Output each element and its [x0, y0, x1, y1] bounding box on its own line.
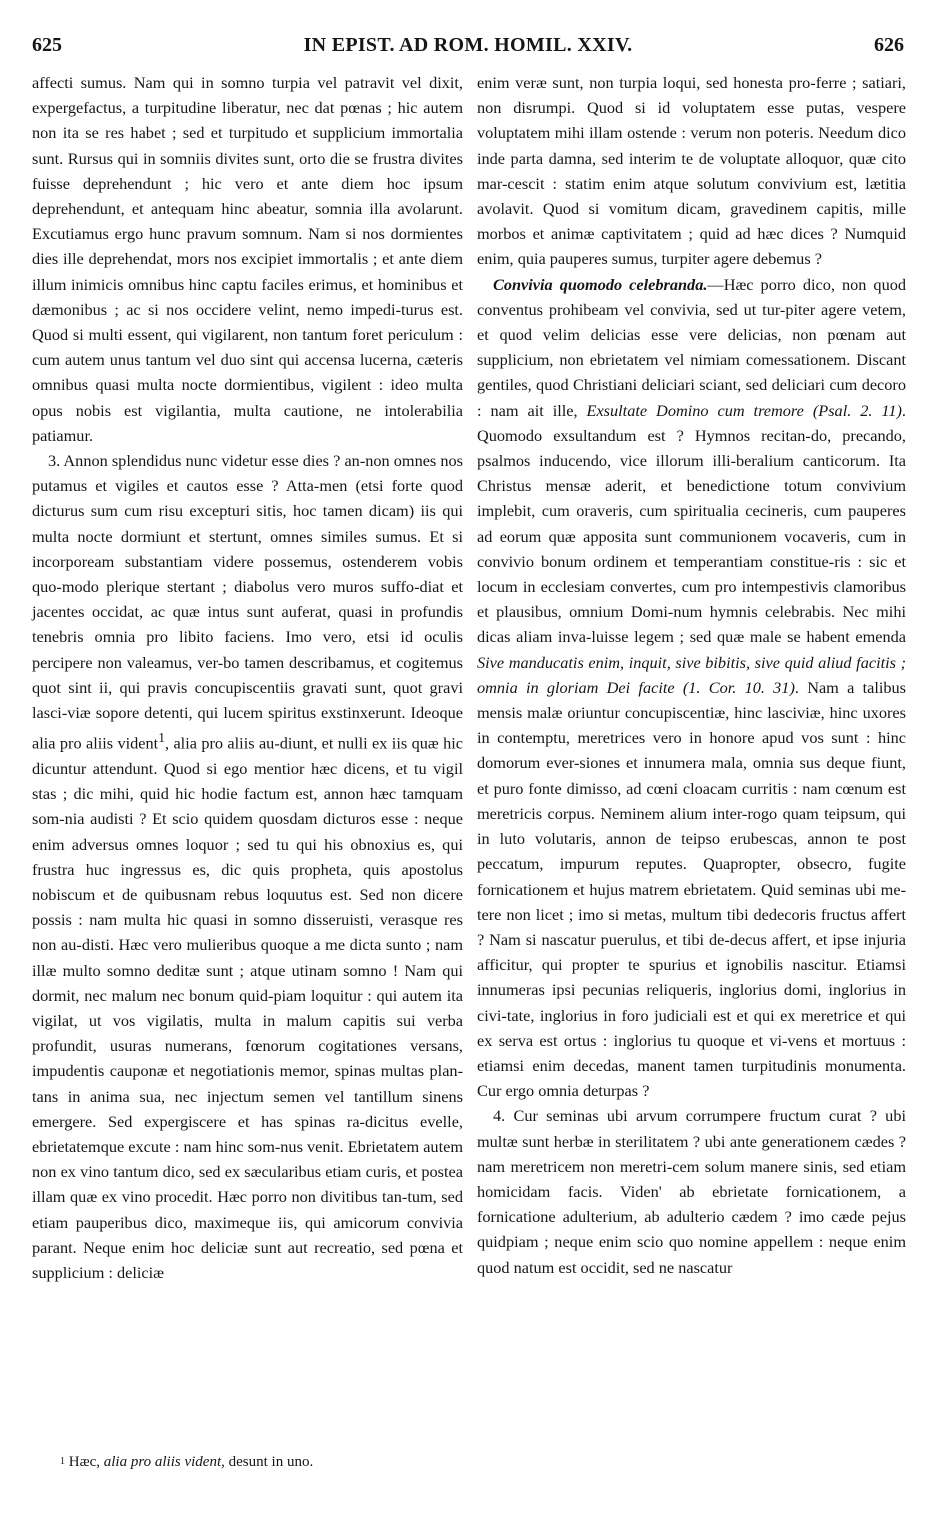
footnote-number: 1 — [60, 1456, 65, 1467]
running-header — [32, 34, 904, 62]
scripture-quote: Exsultate Domino cum tremore — [586, 400, 804, 420]
section-heading: Convivia quomodo celebranda. — [493, 274, 708, 294]
text-run: . Quomodo exsultandum est ? Hymnos recitan-do, precando, psalmos inducendo, vice illorum illi-beralium canticorum. Ita Christus mensæ aderit, et benedictione totum convivium implebit, cum oraveris, cum spiritualia cecineris, cum pauperes ad eorum quæ apposita sunt communionem vocaveris, cum in convivio bonum ordinem et temperantiam constitue-ris : sic et locum in ecclesiam convertes, cum pro intempestivis clamoribus et plausibus, omnium Domi-num hymnis celebrabis. Nec mihi dicas aliam inva-luisse legem ; sed quæ male se habent emenda — [477, 400, 906, 647]
footnote-marker: 1 — [158, 730, 165, 746]
paragraph-convivia — [477, 272, 906, 1104]
page-number-right: 626 — [874, 34, 904, 56]
paragraph-section-3 — [32, 448, 463, 1285]
footnote-text: Hæc, — [65, 1454, 104, 1470]
footnote-text: , desunt in uno. — [221, 1454, 314, 1470]
scripture-quote: Sive manducatis enim, inquit, sive bibitis, sive quid aliud facitis ; omnia in gloriam Dei facite — [477, 652, 906, 697]
footnote-italic: alia pro aliis vident — [103, 1454, 222, 1470]
right-column — [477, 70, 906, 1280]
running-title: IN EPIST. AD ROM. HOMIL. XXIV. — [303, 34, 633, 56]
paragraph: affecti sumus. Nam qui in somno turpia vel patravit vel dixit, expergefactus, a turpitudine liberatur, nec dat pœnas ; hic autem non ita se res habet ; sed et turpitudo et supplicium immortalia sunt. Rursus qui in somniis divites sunt, orto die se frustra divites fuisse deprehendunt ; hic vero et ante diem hoc ipsum deprehendunt, et antequam hinc abeatur, somnia illa avolarunt. Excutiamus ergo hunc pravum somnum. Nam si nos dormientes dies ille deprehendat, mors nos excipiet immortalis ; et ante diem illum inimicis omnibus hinc captu faciles erimus, et hominibus et dæmonibus ; ac si nos occidere velint, nemo impedi-turus est. Quod si multi essent, qui vigilarent, non tantum foret periculum : cum autem unus tantum vel duo sint qui accensa lucerna, cæteris omnibus quasi multa nocte dormientibus, vigilent : ideo multa opus nobis est vigilantia, multa cautione, ne intolerabilia patiamur. — [32, 73, 463, 445]
left-column — [32, 70, 463, 1285]
paragraph-section-4: 4. Cur seminas ubi arvum corrumpere fructum curat ? ubi multæ sunt herbæ in sterilitatem ? ubi ante generationem cædes ? nam meretricem non meretri-cem solum manere sinis, sed etiam homicidam facis. Viden' ab ebrietate fornicationem, a fornicatione adulterium, ab adulterio cædem ? imo cæde pejus quidpiam ; neque enim scio quo nomine appellem : neque enim quod natum est occidit, sed ne nascatur — [477, 1106, 906, 1277]
text-run: . Nam a talibus mensis malæ oriuntur concupiscentiæ, hinc lasciviæ, hinc uxores in contemptu, meretrices vero in honore apud vos sunt : hinc domorum ever-siones et innumera mala, omnia sus deque fiunt, et puro fonte dimisso, ad cœni cloacam curritis : nam cœnum est meretricis corpus. Neminem alium inter-rogo quam teipsum, qui in luto volutaris, annon de teipso erubescas, annon te post peccatum, impurum reputes. Quapropter, obsecro, fugite fornicationem et hujus matrem ebrietatem. Quid seminas ubi me-tere non licet ; imo si metas, multum tibi dedecoris fructus affert ? Nam si nascatur puerulus, et tibi de-decus affert, et ipse injuria afficitur, qui propter te spurius et ignobilis nascitur. Etiamsi innumeras ipsi pecunias reliqueris, inglorius domi, inglorius in civi-tate, inglorius in foro judiciali est et qui ex meretrice et qui ex serva est ortus : inglorius tu quoque et vi-vens et mortuus : etiamsi enim decedas, manent tamen turpitudinis monumenta. Cur ergo omnia deturpas ? — [477, 677, 906, 1101]
footnote — [60, 1452, 313, 1472]
text-run: , alia pro aliis au-diunt, et nulli ex iis quæ hic dicuntur attendunt. Quod si ego mentior hæc dicens, et tu vigil stas ; dic mihi, quid hic hodie factum est, annon hæc tamquam som-nia audisti ? Et scio quidem quosdam dicturos esse : neque enim adversus omnes loquor ; sed tu qui his obnoxius es, qui frustra huc ingressus es, dic quis propheta, quis apostolus nobiscum et de quibusnam rebus loquutus est. Sed non dicere possis : nam multa hic quasi in somno disseruisti, verasque res non au-disti. Hæc vero mulieribus quoque a me dicta sunto ; nam illæ multo somno deditæ sunt ; atque utinam somno ! Nam qui dormit, nec malum nec bonum quid-piam loquitur : qui autem ita vigilat, ut vos vigilatis, multa in malum capitis sui verba profundit, usuras numerans, fœnorum cogitationes versans, impudentis cauponæ et negotiationis memor, spinas multas plan-tans in anima sua, nec injectum semen vel tantillum sinens emergere. Sed expergiscere et has spinas ra-dicitus evelle, ebrietatemque excute : nam hinc som-nus venit. Ebrietatem autem non ex vino tantum dico, sed ex sæcularibus etiam curis, et postea illam quæ ex vino procedit. Hæc porro non divitibus tan-tum, sed etiam pauperibus dico, maximeque iis, qui amicorum convivia parant. Neque enim hoc deliciæ sunt aut recreatio, sed pœna et supplicium : deliciæ — [32, 733, 463, 1282]
text-run: —Hæc porro dico, non quod conventus prohibeam vel convivia, sed ut tur-piter agere vetem, et quod velim delicias esse vere delicias, non pœnam aut supplicium, non ebrietatem vel nimiam comessationem. Discant gentiles, quod Christiani deliciari sciant, sed deliciari cum decoro : nam ait ille, — [477, 274, 906, 420]
scripture-reference: (Psal. 2. 11) — [803, 400, 902, 420]
paragraph: enim veræ sunt, non turpia loqui, sed honesta pro-ferre ; satiari, non disrumpi. Quod si id voluptatem esse putas, vespere voluptatem mihi illam ostende : verum non poteris. Needum dico inde parta damna, sed interim te de voluptate alloquor, quæ cito mar-cescit : statim enim atque solutum convivium est, lætitia avolavit. Quod si vomitum dicam, gravedinem capitis, mille morbos et animæ captivitatem ; quid ad hæc dices ? Numquid enim, quia pauperes sumus, turpiter agere debemus ? — [477, 73, 906, 269]
text-run: 3. Annon splendidus nunc videtur esse dies ? an-non omnes nos putamus et vigiles et cautos esse ? Atta-men (etsi forte quod dicturus sum cum risu excepturi sitis, hoc tamen dicam) iis qui multa nocte dormiunt et stertunt, omnes similes sumus. Et si incorpoream substantiam videre possemus, ostenderem vobis quo-modo plerique stertant ; diabolus vero muros suffo-diat et jacentes occidat, ac quæ intus sunt auferat, quasi in profundis tenebris omnia pro libito faciens. Imo vero, etsi id oculis percipere non valeamus, ver-bo tamen describamus, et cogitemus quot sint ii, qui pravis concupiscentiis gravati sunt, quot gravi lasci-viæ sopore detenti, qui lucem spiritus exstinxerunt. Ideoque alia pro aliis vident — [32, 451, 463, 753]
scripture-reference: (1. Cor. 10. 31) — [674, 677, 795, 697]
page-number-left: 625 — [32, 34, 62, 56]
